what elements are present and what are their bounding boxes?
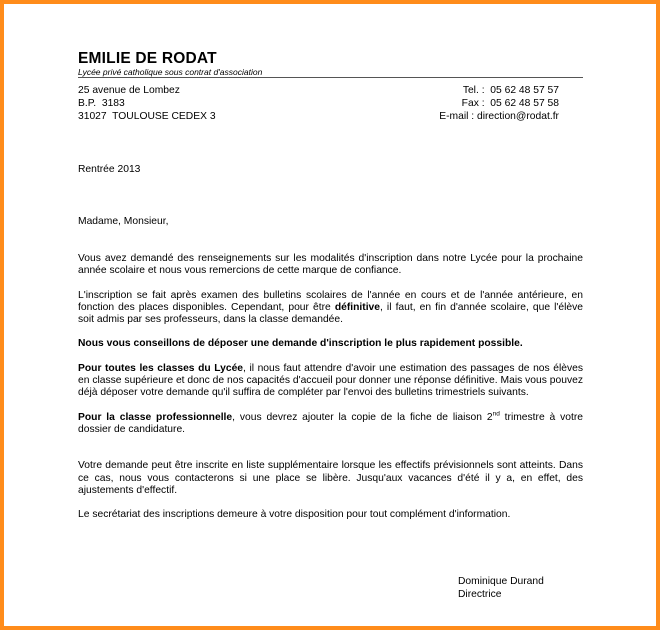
school-name: EMILIE DE RODAT [78, 50, 217, 67]
school-subtitle: Lycée privé catholique sous contrat d'association [78, 67, 263, 77]
contact-fax: Fax : 05 62 48 57 58 [461, 98, 559, 110]
letter-body [78, 253, 583, 521]
signatory-name: Dominique Durand [458, 576, 544, 587]
paragraph-request: Vous avez demandé des renseignements sur les modalités d'inscription dans notre Lycée pour la prochaine année scolaire et nous vous remercions de cette marque de confiance. [78, 253, 583, 277]
date-line: Rentrée 2013 [78, 164, 141, 175]
paragraph-admission: L'inscription se fait après examen des bulletins scolaires de l'année en cours et de l'année antérieure, en fonction des places disponibles. Cependant, pour être définitive, il faut, en fin d'année scolaire, que l'élève soit admis par ses professeurs, dans la classe demandée. [78, 289, 583, 326]
address-line-city: 31027 TOULOUSE CEDEX 3 [78, 111, 216, 123]
header-divider [78, 77, 583, 78]
contact-block [439, 84, 559, 124]
paragraph-advice: Nous vous conseillons de déposer une demande d'inscription le plus rapidement possible. [78, 338, 523, 350]
contact-email: E-mail : direction@rodat.fr [439, 111, 559, 123]
paragraph-all-classes: Pour toutes les classes du Lycée, il nous faut attendre d'avoir une estimation des passages de nos élèves en classe supérieure et donc de nos capacités d'accueil pour donner une réponse définitive. Mais vous pouvez déjà déposer votre demande qu'il suffira de compléter par l'envoi des bulletins trimestriels suivants. [78, 362, 583, 399]
salutation: Madame, Monsieur, [78, 216, 169, 227]
postal-address [78, 84, 216, 124]
paragraph-professional: Pour la classe professionnelle, vous devrez ajouter la copie de la fiche de liaison 2nd trimestre à votre dossier de candidature. [78, 410, 583, 435]
signatory-title: Directrice [458, 588, 502, 600]
letter-page [4, 4, 656, 626]
paragraph-waiting-list: Votre demande peut être inscrite en liste supplémentaire lorsque les effectifs prévisionnels sont atteints. Dans ce cas, nous vous contacterons si une place se libère. Jusqu'aux vacances d'été il y a, en effet, des ajustements d'effectif. [78, 460, 583, 496]
paragraph-secretariat: Le secrétariat des inscriptions demeure à votre disposition pour tout complément d'information. [78, 509, 511, 521]
address-line-street: 25 avenue de Lombez [78, 85, 180, 96]
contact-phone: Tel. : 05 62 48 57 57 [462, 85, 559, 96]
address-line-po-box: B.P. 3183 [78, 98, 125, 110]
signature-block [458, 576, 544, 601]
